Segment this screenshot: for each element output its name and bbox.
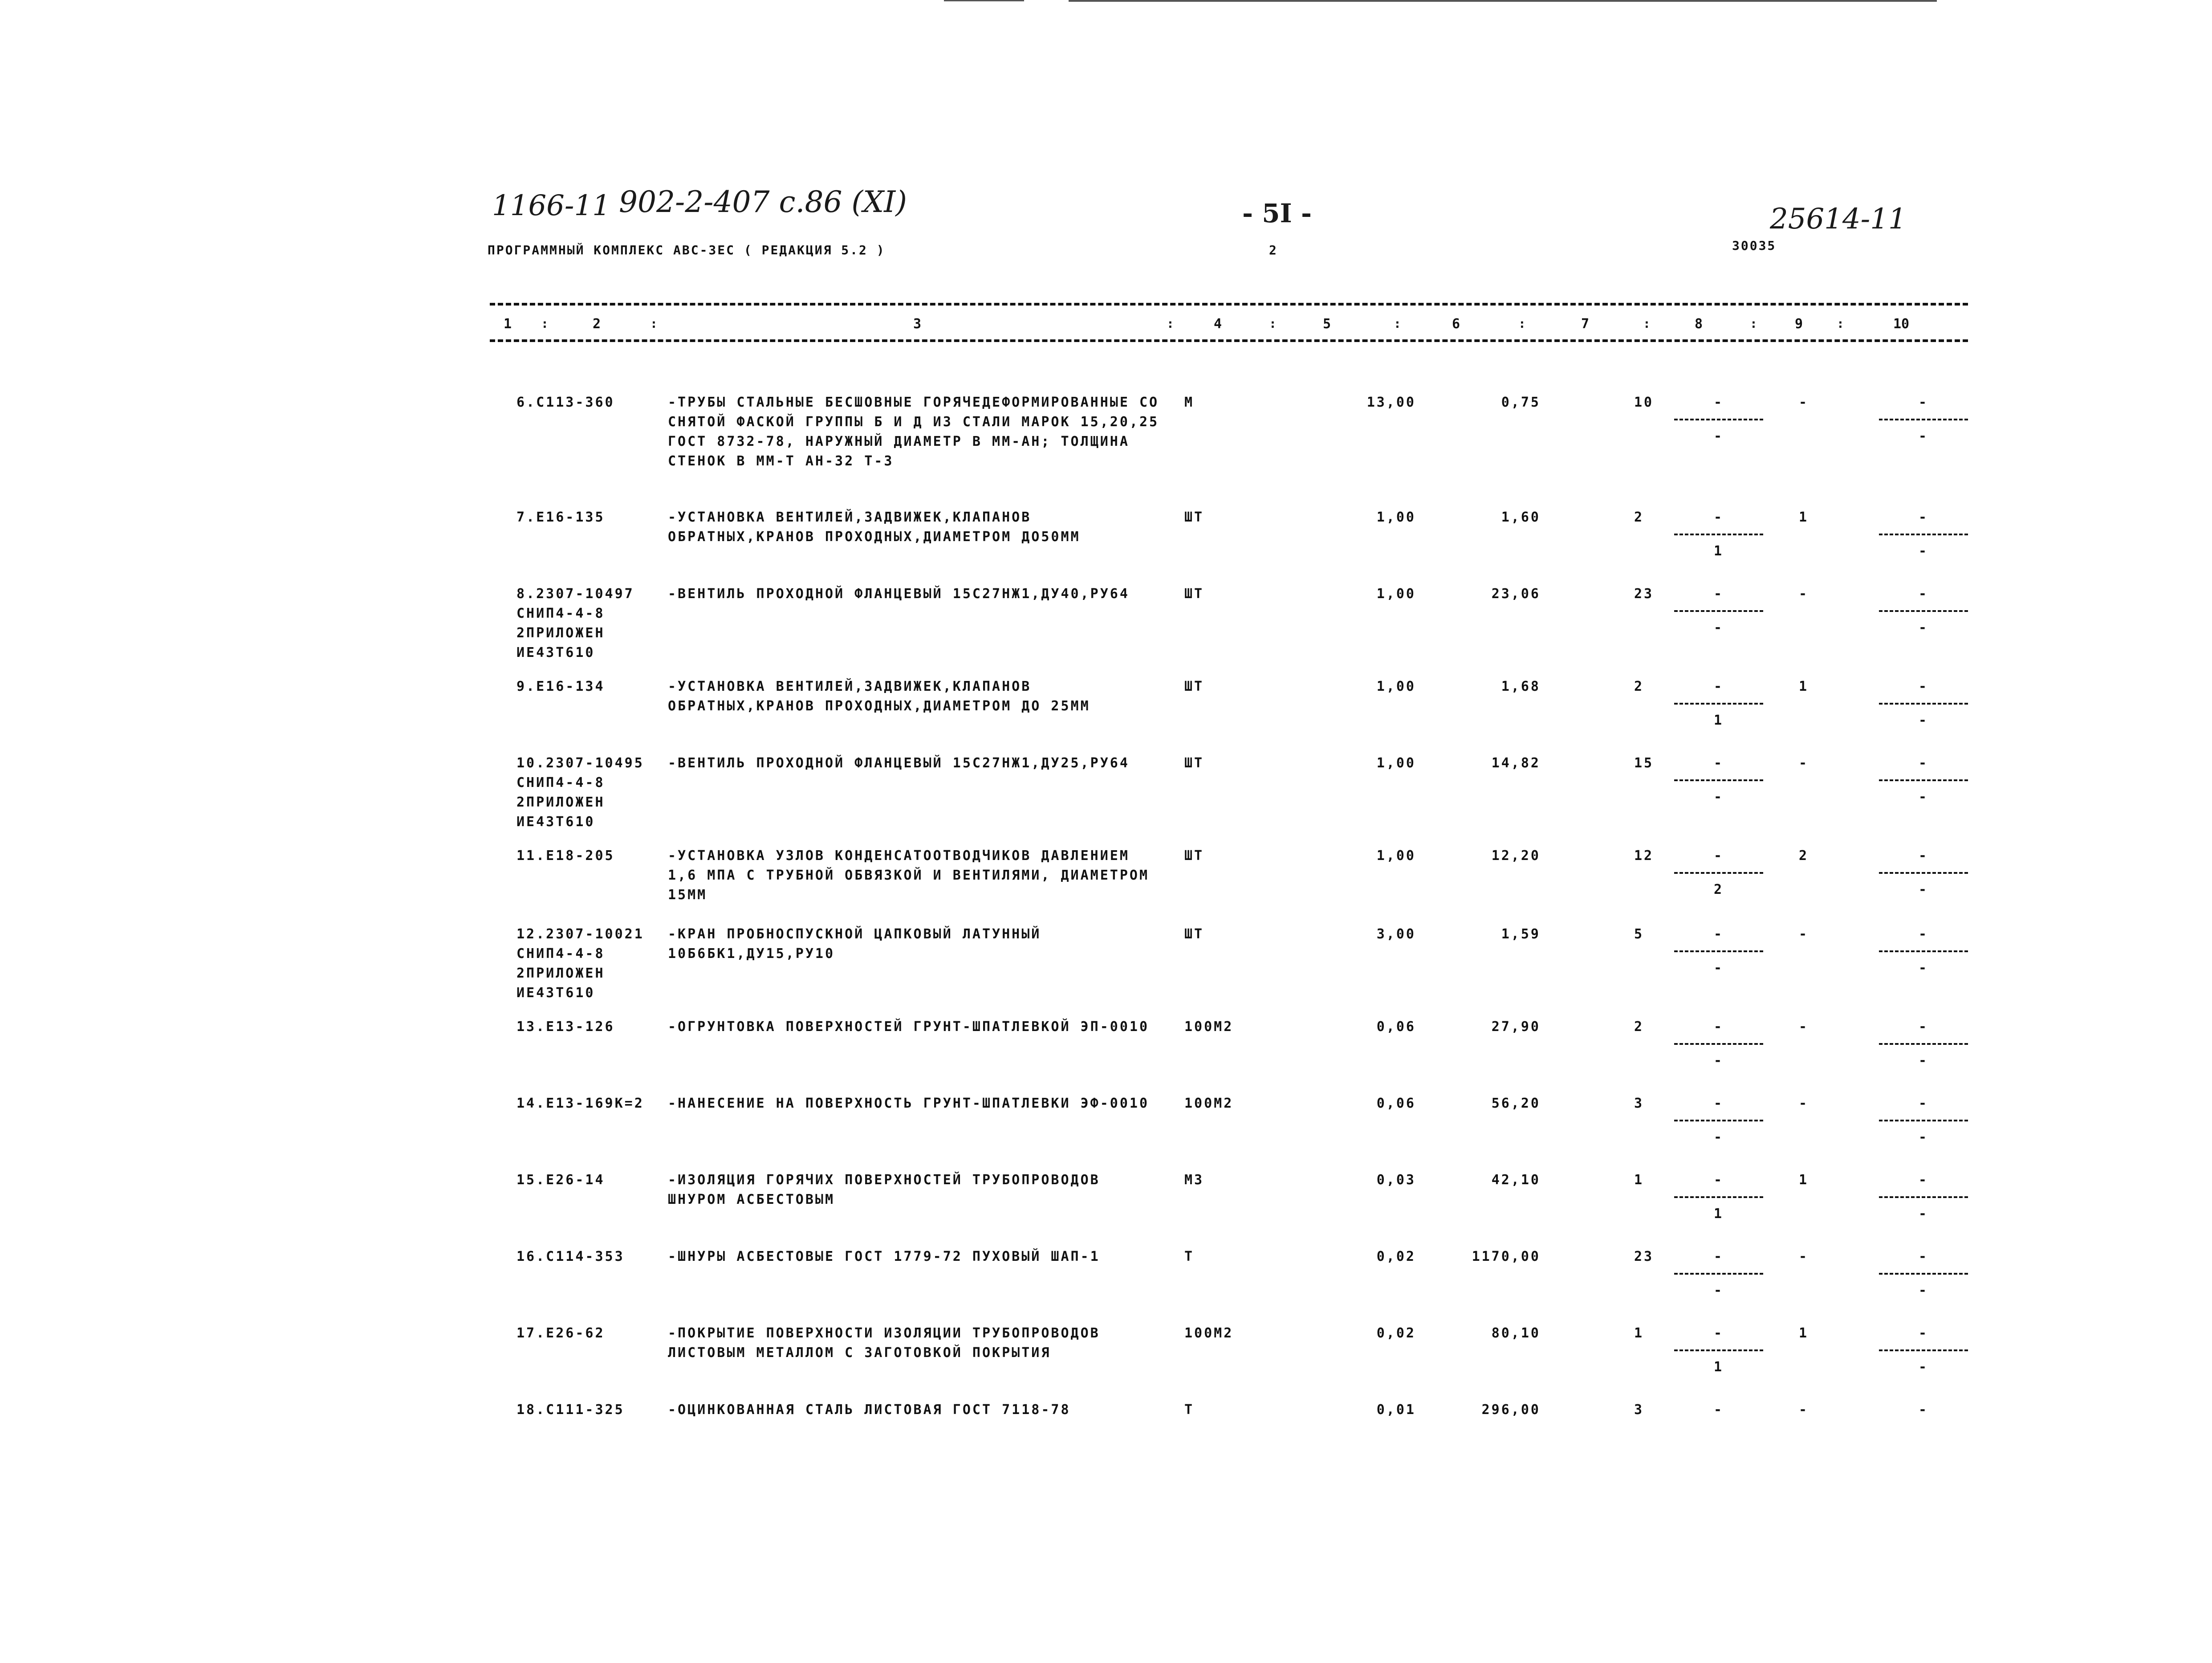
- row-col10-divider: [1879, 534, 1968, 535]
- row-col10: [1879, 846, 1968, 900]
- column-header: 8: [1694, 316, 1703, 332]
- row-quantity: 3,00: [1376, 926, 1416, 942]
- row-unit: 100М2: [1184, 1019, 1234, 1035]
- handwritten-right-number: 25614-11: [1770, 203, 1907, 236]
- row-col8-bottom: 1: [1713, 1206, 1724, 1222]
- row-unit: М3: [1184, 1172, 1204, 1188]
- column-separator: :: [1643, 316, 1651, 331]
- row-unit: 100М2: [1184, 1325, 1234, 1341]
- row-code: 17.Е26-62: [516, 1325, 605, 1341]
- row-col8: [1674, 677, 1763, 730]
- row-price: 23,06: [1491, 586, 1541, 602]
- column-header: 5: [1322, 316, 1331, 332]
- row-col8-top: -: [1713, 848, 1724, 864]
- row-col8-top: -: [1713, 926, 1724, 942]
- row-col8-top: -: [1713, 1172, 1724, 1188]
- row-price: 12,20: [1491, 848, 1541, 864]
- row-col10-divider: [1879, 1043, 1968, 1045]
- row-col9: 2: [1799, 848, 1809, 864]
- row-col10-divider: [1879, 872, 1968, 874]
- column-separator: :: [1837, 316, 1844, 331]
- row-col9: -: [1799, 1249, 1809, 1264]
- row-quantity: 0,02: [1376, 1325, 1416, 1341]
- column-separator: :: [1394, 316, 1401, 331]
- row-col8-divider: [1674, 779, 1763, 781]
- row-price: 1,60: [1501, 509, 1541, 525]
- row-col9: -: [1799, 1096, 1809, 1111]
- row-code: 16.С114-353: [516, 1249, 625, 1264]
- row-quantity: 0,03: [1376, 1172, 1416, 1188]
- row-col10: [1879, 393, 1968, 446]
- row-col7: 23: [1634, 1249, 1654, 1264]
- row-unit: ШТ: [1184, 848, 1204, 864]
- row-description: -КРАН ПРОБНОСПУСКНОЙ ЦАПКОВЫЙ ЛАТУННЫЙ 10Б6БК1,ДУ15,РУ10: [668, 926, 1041, 962]
- row-col10-bottom: -: [1918, 1129, 1929, 1145]
- row-col8-bottom: -: [1713, 620, 1724, 636]
- row-price: 1,68: [1501, 679, 1541, 694]
- row-col7: 2: [1634, 509, 1644, 525]
- row-col8: [1674, 846, 1763, 900]
- row-col10-divider: [1879, 1120, 1968, 1121]
- row-col10-top: -: [1918, 1249, 1929, 1264]
- row-col10-bottom: -: [1918, 1359, 1929, 1375]
- row-col8-bottom: -: [1713, 789, 1724, 805]
- row-price: 42,10: [1491, 1172, 1541, 1188]
- row-col9: 1: [1799, 1325, 1809, 1341]
- row-col8: [1674, 1324, 1763, 1377]
- column-header: 10: [1893, 316, 1910, 332]
- row-col10: [1879, 677, 1968, 730]
- row-col10-top: -: [1918, 679, 1929, 694]
- row-col10: [1879, 754, 1968, 807]
- row-col9: -: [1799, 1019, 1809, 1035]
- row-col7: 2: [1634, 1019, 1644, 1035]
- row-col7: 10: [1634, 395, 1654, 410]
- row-col7: 2: [1634, 679, 1644, 694]
- row-col10-divider: [1879, 1349, 1968, 1351]
- row-price: 296,00: [1481, 1402, 1541, 1418]
- row-description: -ИЗОЛЯЦИЯ ГОРЯЧИХ ПОВЕРХНОСТЕЙ ТРУБОПРОВОДОВ ШНУРОМ АСБЕСТОВЫМ: [668, 1172, 1100, 1207]
- row-col10-top: -: [1918, 586, 1929, 602]
- column-separator: :: [650, 316, 658, 331]
- scan-artifact-line: [944, 0, 1024, 1]
- row-col8-bottom: 1: [1713, 713, 1724, 728]
- row-col8-divider: [1674, 872, 1763, 874]
- row-col10-bottom: -: [1918, 789, 1929, 805]
- row-col10-divider: [1879, 1196, 1968, 1198]
- row-col8-bottom: -: [1713, 428, 1724, 444]
- row-col8: [1674, 1094, 1763, 1147]
- row-col7: 12: [1634, 848, 1654, 864]
- row-description: -ПОКРЫТИЕ ПОВЕРХНОСТИ ИЗОЛЯЦИИ ТРУБОПРОВОДОВ ЛИСТОВЫМ МЕТАЛЛОМ С ЗАГОТОВКОЙ ПОКРЫТИЯ: [668, 1325, 1100, 1361]
- row-col8-divider: [1674, 1273, 1763, 1275]
- row-col8-divider: [1674, 703, 1763, 705]
- row-description: -ОЦИНКОВАННАЯ СТАЛЬ ЛИСТОВАЯ ГОСТ 7118-78: [668, 1402, 1071, 1418]
- row-description: -ВЕНТИЛЬ ПРОХОДНОЙ ФЛАНЦЕВЫЙ 15С27НЖ1,ДУ25,РУ64: [668, 755, 1130, 771]
- row-unit: Т: [1184, 1402, 1195, 1418]
- row-col8-top: -: [1713, 1249, 1724, 1264]
- row-unit: ШТ: [1184, 586, 1204, 602]
- row-col10: [1879, 1247, 1968, 1300]
- right-code: 30035: [1732, 238, 1777, 253]
- row-col9: -: [1799, 586, 1809, 602]
- row-col8-divider: [1674, 1043, 1763, 1045]
- row-col8-top: -: [1713, 1019, 1724, 1035]
- row-col8-top: -: [1713, 679, 1724, 694]
- row-col10-bottom: -: [1918, 960, 1929, 976]
- row-quantity: 0,01: [1376, 1402, 1416, 1418]
- row-quantity: 1,00: [1376, 848, 1416, 864]
- row-col7: 1: [1634, 1172, 1644, 1188]
- row-quantity: 0,02: [1376, 1249, 1416, 1264]
- row-description: -ТРУБЫ СТАЛЬНЫЕ БЕСШОВНЫЕ ГОРЯЧЕДЕФОРМИРОВАННЫЕ СО СНЯТОЙ ФАСКОЙ ГРУППЫ Б И Д ИЗ СТАЛИ МАРОК 15,20,25 ГОСТ 8732-78, НАРУЖНЫЙ ДИАМЕТР В ММ-АН; ТОЛЩИНА СТЕНОК В ММ-Т АН-32 Т-3: [668, 395, 1159, 469]
- row-col10-top: -: [1918, 1325, 1929, 1341]
- row-quantity: 1,00: [1376, 509, 1416, 525]
- row-col8-bottom: 2: [1713, 882, 1724, 897]
- row-col8: [1674, 1400, 1763, 1420]
- row-col10: [1879, 925, 1968, 978]
- row-col7: 1: [1634, 1325, 1644, 1341]
- row-col10-divider: [1879, 419, 1968, 420]
- row-col10: [1879, 508, 1968, 561]
- row-col7: 15: [1634, 755, 1654, 771]
- row-unit: Т: [1184, 1249, 1195, 1264]
- row-col8: [1674, 584, 1763, 638]
- row-col8-top: -: [1713, 586, 1724, 602]
- row-unit: М: [1184, 395, 1195, 410]
- row-col8-bottom: 1: [1713, 1359, 1724, 1375]
- row-col10-top: -: [1918, 1019, 1929, 1035]
- row-price: 56,20: [1491, 1096, 1541, 1111]
- row-code: 8.2307-10497 СНИП4-4-8 2ПРИЛОЖЕН ИЕ4ЗТ610: [516, 586, 634, 660]
- row-col10-top: -: [1918, 1402, 1929, 1418]
- row-code: 6.С113-360: [516, 395, 615, 410]
- row-col10: [1879, 1094, 1968, 1147]
- row-col9: 1: [1799, 509, 1809, 525]
- row-quantity: 0,06: [1376, 1096, 1416, 1111]
- row-description: -УСТАНОВКА УЗЛОВ КОНДЕНСАТООТВОДЧИКОВ ДАВЛЕНИЕМ 1,6 МПА С ТРУБНОЙ ОБВЯЗКОЙ И ВЕНТИЛЯМИ, ДИАМЕТРОМ 15ММ: [668, 848, 1150, 903]
- column-separator: :: [541, 316, 549, 331]
- column-separator: :: [1269, 316, 1277, 331]
- row-col8-divider: [1674, 610, 1763, 612]
- row-col10: [1879, 1170, 1968, 1224]
- row-col10-bottom: -: [1918, 428, 1929, 444]
- row-code: 12.2307-10021 СНИП4-4-8 2ПРИЛОЖЕН ИЕ4ЗТ610: [516, 926, 644, 1001]
- column-header: 3: [913, 316, 922, 332]
- row-col10-top: -: [1918, 926, 1929, 942]
- row-col10: [1879, 584, 1968, 638]
- row-col10-top: -: [1918, 395, 1929, 410]
- row-code: 14.Е13-169К=2: [516, 1096, 644, 1111]
- row-code: 15.Е26-14: [516, 1172, 605, 1188]
- row-unit: ШТ: [1184, 755, 1204, 771]
- row-col8-bottom: 1: [1713, 543, 1724, 559]
- row-code: 18.С111-325: [516, 1402, 625, 1418]
- row-col10-divider: [1879, 703, 1968, 705]
- row-col10: [1879, 1324, 1968, 1377]
- row-col10-divider: [1879, 779, 1968, 781]
- row-col8: [1674, 508, 1763, 561]
- row-col8-bottom: -: [1713, 960, 1724, 976]
- row-col8: [1674, 925, 1763, 978]
- row-code: 9.Е16-134: [516, 679, 605, 694]
- row-quantity: 0,06: [1376, 1019, 1416, 1035]
- row-col8-divider: [1674, 950, 1763, 952]
- row-col10-bottom: -: [1918, 620, 1929, 636]
- column-header: 6: [1452, 316, 1460, 332]
- row-col7: 23: [1634, 586, 1654, 602]
- row-col10-divider: [1879, 1273, 1968, 1275]
- row-col7: 3: [1634, 1096, 1644, 1111]
- row-unit: ШТ: [1184, 679, 1204, 694]
- handwritten-document-code: 902-2-407 с.86 (XI): [619, 185, 907, 219]
- row-col8-top: -: [1713, 1402, 1724, 1418]
- table-header-rule: [490, 339, 1968, 342]
- row-price: 0,75: [1501, 395, 1541, 410]
- row-col8-top: -: [1713, 1325, 1724, 1341]
- row-col8-bottom: -: [1713, 1283, 1724, 1298]
- row-col8-top: -: [1713, 509, 1724, 525]
- column-separator: :: [1167, 316, 1174, 331]
- row-col10-bottom: -: [1918, 1206, 1929, 1222]
- row-col9: 1: [1799, 1172, 1809, 1188]
- row-col8: [1674, 1247, 1763, 1300]
- row-price: 80,10: [1491, 1325, 1541, 1341]
- row-col10-divider: [1879, 950, 1968, 952]
- column-header: 4: [1213, 316, 1222, 332]
- row-description: -НАНЕСЕНИЕ НА ПОВЕРХНОСТЬ ГРУНТ-ШПАТЛЕВКИ ЭФ-0010: [668, 1096, 1150, 1111]
- row-col9: -: [1799, 1402, 1809, 1418]
- row-price: 1170,00: [1472, 1249, 1541, 1264]
- row-unit: 100М2: [1184, 1096, 1234, 1111]
- row-col8: [1674, 1170, 1763, 1224]
- row-col10-bottom: -: [1918, 882, 1929, 897]
- program-title: ПРОГРАММНЫЙ КОМПЛЕКС АВС-ЗЕС ( РЕДАКЦИЯ 5.2 ): [488, 243, 886, 257]
- row-col9: 1: [1799, 679, 1809, 694]
- row-col10-bottom: -: [1918, 713, 1929, 728]
- row-col8-divider: [1674, 419, 1763, 420]
- handwritten-left-number: 1166-11: [492, 189, 610, 222]
- row-description: -ВЕНТИЛЬ ПРОХОДНОЙ ФЛАНЦЕВЫЙ 15С27НЖ1,ДУ40,РУ64: [668, 586, 1130, 602]
- row-col8-bottom: -: [1713, 1053, 1724, 1068]
- row-col8-bottom: -: [1713, 1129, 1724, 1145]
- row-code: 7.Е16-135: [516, 509, 605, 525]
- row-col8: [1674, 1017, 1763, 1071]
- row-col7: 5: [1634, 926, 1644, 942]
- row-quantity: 1,00: [1376, 679, 1416, 694]
- row-col10: [1879, 1400, 1968, 1420]
- row-col8-top: -: [1713, 1096, 1724, 1111]
- row-code: 13.Е13-126: [516, 1019, 615, 1035]
- row-col10-top: -: [1918, 1172, 1929, 1188]
- row-col10-top: -: [1918, 1096, 1929, 1111]
- row-description: -ШНУРЫ АСБЕСТОВЫЕ ГОСТ 1779-72 ПУХОВЫЙ ШАП-1: [668, 1249, 1100, 1264]
- column-header: 1: [503, 316, 512, 332]
- center-mark: 2: [1269, 243, 1278, 257]
- row-col8: [1674, 754, 1763, 807]
- row-col8-divider: [1674, 1349, 1763, 1351]
- row-col10-divider: [1879, 610, 1968, 612]
- row-col10-bottom: -: [1918, 1053, 1929, 1068]
- row-unit: ШТ: [1184, 926, 1204, 942]
- row-price: 1,59: [1501, 926, 1541, 942]
- page-number: - 5I -: [1242, 198, 1312, 228]
- scan-artifact-line: [1069, 0, 1937, 2]
- row-col10-top: -: [1918, 848, 1929, 864]
- row-col8-divider: [1674, 534, 1763, 535]
- column-separator: :: [1750, 316, 1757, 331]
- row-description: -УСТАНОВКА ВЕНТИЛЕЙ,ЗАДВИЖЕК,КЛАПАНОВ ОБРАТНЫХ,КРАНОВ ПРОХОДНЫХ,ДИАМЕТРОМ ДО 25ММ: [668, 679, 1090, 714]
- row-col10-bottom: -: [1918, 543, 1929, 559]
- row-col10-top: -: [1918, 755, 1929, 771]
- column-separator: :: [1518, 316, 1526, 331]
- row-quantity: 1,00: [1376, 755, 1416, 771]
- column-header: 2: [592, 316, 601, 332]
- row-code: 11.Е18-205: [516, 848, 615, 864]
- row-col8-divider: [1674, 1196, 1763, 1198]
- row-col10-top: -: [1918, 509, 1929, 525]
- table-top-rule: [490, 303, 1968, 306]
- row-col8-top: -: [1713, 395, 1724, 410]
- row-code: 10.2307-10495 СНИП4-4-8 2ПРИЛОЖЕН ИЕ4ЗТ610: [516, 755, 644, 830]
- column-header: 7: [1581, 316, 1590, 332]
- row-col8-top: -: [1713, 755, 1724, 771]
- column-header: 9: [1794, 316, 1803, 332]
- row-description: -ОГРУНТОВКА ПОВЕРХНОСТЕЙ ГРУНТ-ШПАТЛЕВКОЙ ЭП-0010: [668, 1019, 1150, 1035]
- row-quantity: 1,00: [1376, 586, 1416, 602]
- row-description: -УСТАНОВКА ВЕНТИЛЕЙ,ЗАДВИЖЕК,КЛАПАНОВ ОБРАТНЫХ,КРАНОВ ПРОХОДНЫХ,ДИАМЕТРОМ ДО50ММ: [668, 509, 1081, 545]
- row-col10: [1879, 1017, 1968, 1071]
- row-col9: -: [1799, 395, 1809, 410]
- row-col8-divider: [1674, 1120, 1763, 1121]
- row-col9: -: [1799, 755, 1809, 771]
- row-price: 27,90: [1491, 1019, 1541, 1035]
- row-col7: 3: [1634, 1402, 1644, 1418]
- row-col9: -: [1799, 926, 1809, 942]
- row-unit: ШТ: [1184, 509, 1204, 525]
- row-price: 14,82: [1491, 755, 1541, 771]
- row-quantity: 13,00: [1366, 395, 1416, 410]
- row-col10-bottom: -: [1918, 1283, 1929, 1298]
- row-col8: [1674, 393, 1763, 446]
